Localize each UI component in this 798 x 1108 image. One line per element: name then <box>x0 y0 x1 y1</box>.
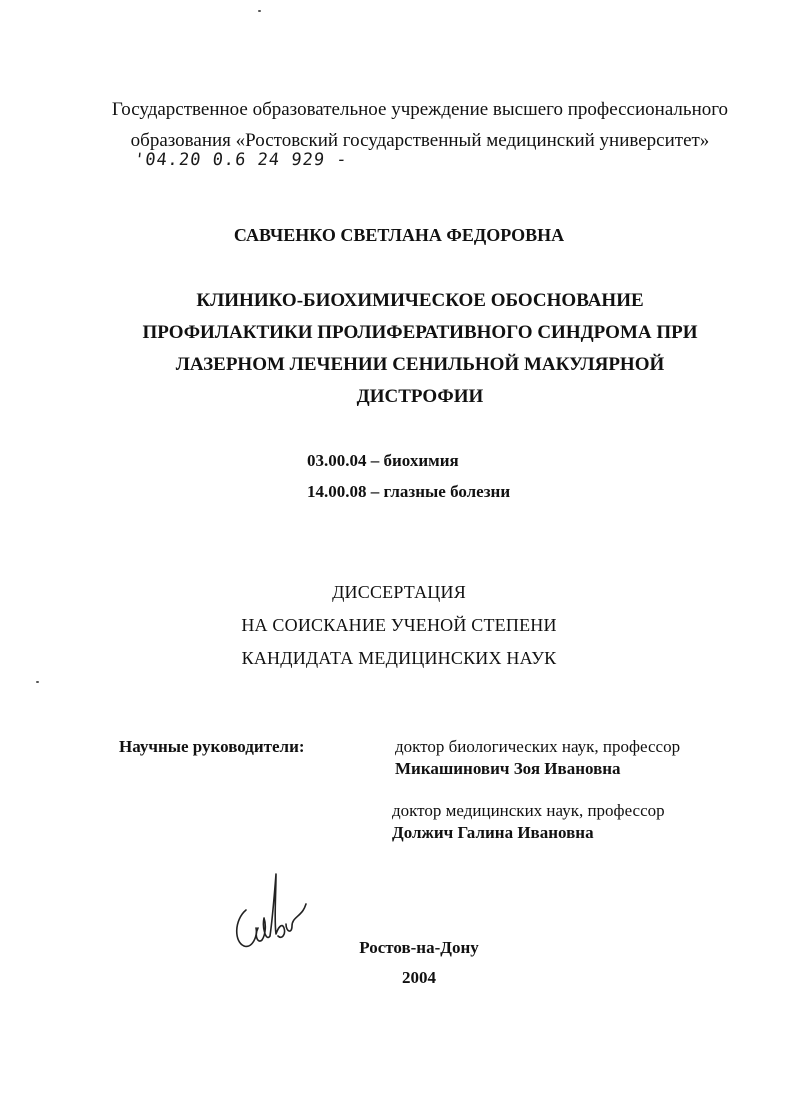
supervisors-label: Научные руководители: <box>119 737 305 756</box>
institution-name <box>60 94 780 156</box>
title-line: КЛИНИКО-БИОХИМИЧЕСКОЕ ОБОСНОВАНИЕ <box>196 290 644 311</box>
specialty-biochemistry: 03.00.04 – биохимия <box>307 451 459 470</box>
city: Ростов-на-Дону <box>359 938 479 957</box>
dissertation-line: ДИССЕРТАЦИЯ <box>332 582 466 602</box>
inventory-stamp: '04.20 0.6 24 929 - <box>132 150 349 170</box>
dissertation-line: КАНДИДАТА МЕДИЦИНСКИХ НАУК <box>241 648 557 668</box>
institution-line-2: образования «Ростовский государственный медицинский университет» <box>130 130 710 151</box>
scan-speck <box>36 681 39 683</box>
supervisor-name: Должич Галина Ивановна <box>392 823 594 842</box>
title-line: ДИСТРОФИИ <box>356 386 484 407</box>
specialty-eye-diseases: 14.00.08 – глазные болезни <box>307 482 511 501</box>
author-name: САВЧЕНКО СВЕТЛАНА ФЕДОРОВНА <box>233 225 565 245</box>
dissertation-type <box>0 576 798 675</box>
supervisor-2 <box>392 801 665 843</box>
year: 2004 <box>402 968 436 987</box>
supervisor-degree: доктор медицинских наук, профессор <box>392 801 665 820</box>
supervisor-1 <box>395 737 680 779</box>
title-line: ЛАЗЕРНОМ ЛЕЧЕНИИ СЕНИЛЬНОЙ МАКУЛЯРНОЙ <box>175 354 665 375</box>
scan-speck <box>258 10 261 12</box>
institution-line-1: Государственное образовательное учреждение высшего профессионального <box>111 99 729 120</box>
title-line: ПРОФИЛАКТИКИ ПРОЛИФЕРАТИВНОГО СИНДРОМА ПРИ <box>142 322 698 343</box>
thesis-title <box>120 285 720 413</box>
dissertation-line: НА СОИСКАНИЕ УЧЕНОЙ СТЕПЕНИ <box>241 615 557 635</box>
supervisor-name: Микашинович Зоя Ивановна <box>395 759 621 778</box>
supervisor-degree: доктор биологических наук, профессор <box>395 737 681 756</box>
